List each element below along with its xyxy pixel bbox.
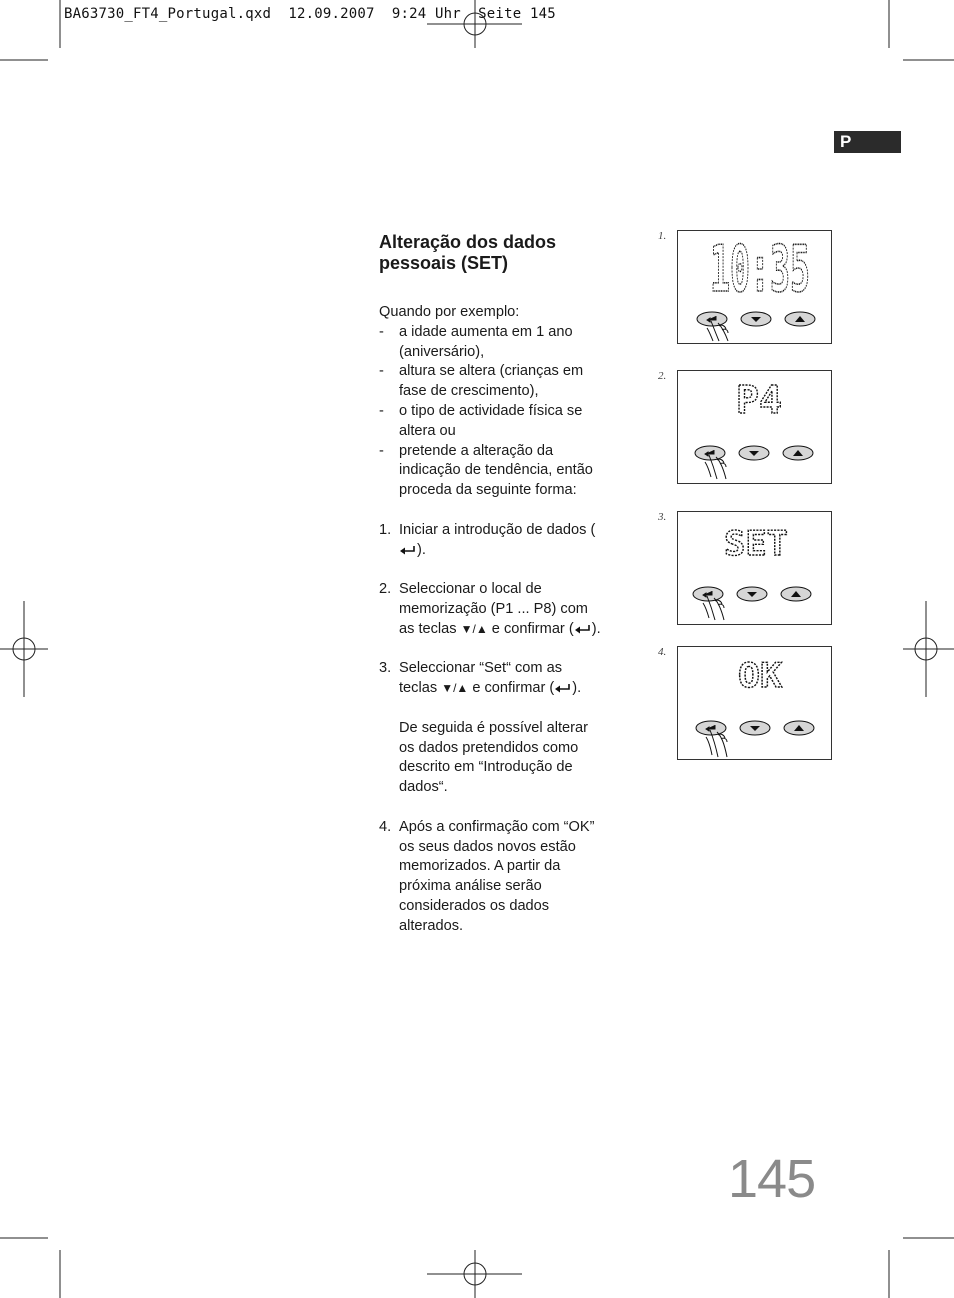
list-item: - pretende a alteração da indicação de tendência, então proceda da seguinte forma: (379, 442, 593, 499)
step-1: 1. Iniciar a introdução de dados (). (379, 521, 596, 558)
step-3: 3. Seleccionar “Set“ com as teclas ▼/▲ e confirmar ( ). (379, 660, 582, 697)
lcd-display (677, 511, 832, 625)
lcd-display (677, 230, 832, 344)
page-number: 145 (728, 1149, 816, 1209)
down-up-arrows-icon: ▼/▲ (441, 681, 469, 696)
main-text (379, 232, 601, 937)
list-item: - o tipo de actividade física se altera ou (379, 402, 583, 439)
display-readout: OK (738, 656, 783, 696)
figure-3: 3. SET (655, 511, 835, 629)
section-heading: Alteração dos dados pessoais (SET) (379, 232, 557, 273)
lcd-display (677, 370, 832, 484)
step-3-note: De seguida é possível alterar os dados pretendidos como descrito em “Introdução de dados“. (399, 719, 589, 796)
enter-key-icon (574, 624, 592, 634)
list-item: - altura se altera (crianças em fase de crescimento), (379, 363, 584, 400)
intro-text: Quando por exemplo: (379, 304, 520, 320)
display-readout: P4 (736, 378, 782, 422)
display-readout: 10:35 (710, 233, 810, 307)
lcd-display (677, 646, 832, 760)
step-2: 2. Seleccionar o local de memorização (P1 ... P8) com as teclas ▼/▲ e confirmar ( ). (379, 581, 601, 637)
step-4: 4. Após a confirmação com “OK” os seus dados novos estão memorizados. A partir da próxima análise serão considerados os dados alterados. (379, 818, 595, 934)
down-up-arrows-icon: ▼/▲ (460, 621, 488, 636)
enter-key-icon (554, 683, 572, 693)
display-readout: SET (724, 524, 788, 564)
list-item: - a idade aumenta em 1 ano (aniversário), (379, 323, 573, 360)
figure-2: 2. P4 (655, 370, 835, 488)
language-tab: P (834, 131, 901, 153)
figure-1: 1. 10:35 (655, 230, 835, 348)
figure-4: 4. OK (655, 646, 835, 764)
enter-key-icon (399, 545, 417, 555)
print-slug: BA63730_FT4_Portugal.qxd 12.09.2007 9:24 Uhr Seite 145 (64, 6, 556, 22)
